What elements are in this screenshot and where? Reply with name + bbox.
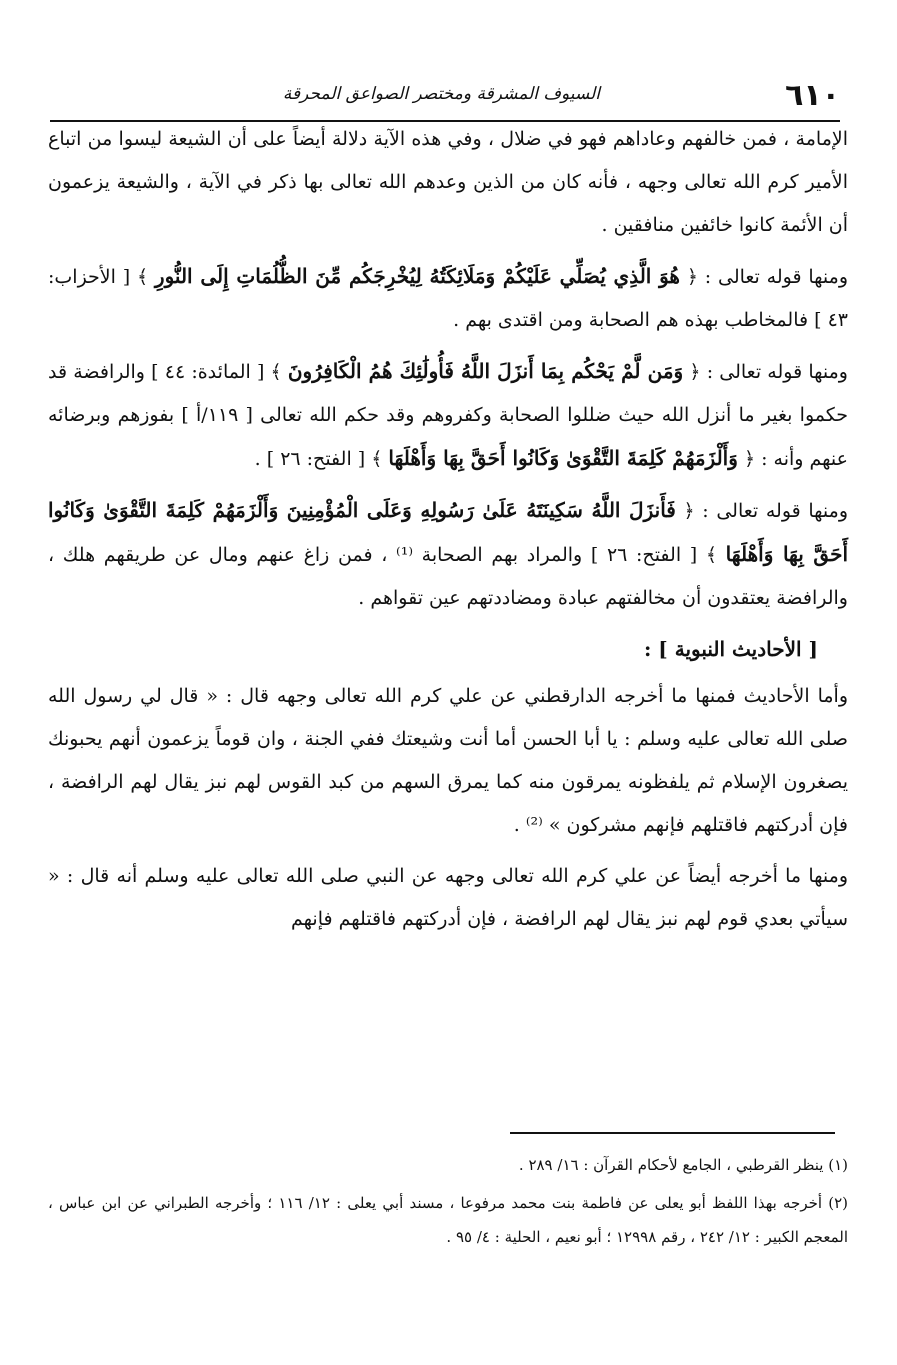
quran-verse-fath-1: وَأَلْزَمَهُمْ كَلِمَةَ التَّقْوَىٰ وَكَانُوا أَحَقَّ بِهَا وَأَهْلَهَا [388,446,738,470]
paragraph-4 [48,489,848,620]
paragraph-1: الإمامة ، فمن خالفهم وعاداهم فهو في ضلال ، وفي هذه الآية دلالة أيضاً على أن الشيعة ليسوا من اتباع الأمير كرم الله تعالى وجهه ، فأنه كان من الذين وعدهم الله تعالى بها ذكر في الآية ، والشيعة يزعمون أن الأئمة كانوا خائفين منافقين . [48,128,848,236]
page-number: ٦١٠ [785,78,840,113]
footnotes [48,1148,848,1258]
paragraph-2-intro: ومنها قوله تعالى : ﴿ [686,266,848,288]
quran-verse-ahzab: هُوَ الَّذِي يُصَلِّي عَلَيْكُمْ وَمَلَائِكَتُهُ لِيُخْرِجَكُم مِّنَ الظُّلُمَاتِ إِلَى النُّورِ [154,264,680,288]
paragraph-2-rest: ﴾ [ الأحزاب: ٤٣ ] فالمخاطب بهذه هم الصحابة ومن اقتدى بهم . [48,266,848,331]
footnote-rule [510,1132,835,1134]
paragraph-3-rest: ﴾ [ الفتح: ٢٦ ] . [254,448,383,470]
footnote-2: (٢) أخرجه بهذا اللفظ أبو يعلى عن فاطمة بنت محمد مرفوعا ، مسند أبي يعلى : ١٢/ ١١٦ ؛ وأخرجه الطبراني عن ابن عباس ، المعجم الكبير : ١٢/ ٢٤٢ ، رقم ١٢٩٩٨ ؛ أبو نعيم ، الحلية : ٤/ ٩٥ . [48,1194,848,1246]
paragraph-3-intro: ومنها قوله تعالى : ﴿ [689,361,848,383]
paragraph-4-intro: ومنها قوله تعالى : ﴿ [683,500,849,522]
footnote-1: (١) ينظر القرطبي ، الجامع لأحكام القرآن : ١٦/ ٢٨٩ . [518,1156,848,1174]
quran-verse-fath-2: فَأَنزَلَ اللَّهُ سَكِينَتَهُ عَلَىٰ رَسُولِهِ وَعَلَى الْمُؤْمِنِينَ وَأَلْزَمَهُمْ كَلِمَةَ التَّقْوَىٰ وَكَانُوا أَحَقَّ بِهَا وَأَهْلَهَا [48,498,849,566]
paragraph-5: وأما الأحاديث فمنها ما أخرجه الدارقطني عن علي كرم الله تعالى وجهه قال : « قال لي رسول الله صلى الله تعالى عليه وسلم : يا أبا الحسن أما أنت وشيعتك ففي الجنة ، وان قوماً يزعمون أنهم يحبونك يصغرون الإسلام ثم يلفظونه يمرقون منه كما يمرق السهم من كبد القوس لهم نبز يقال لهم الرافضة ، فإن أدركتهم فاقتلهم فإنهم مشركون » ⁽²⁾ . [48,685,848,836]
paragraph-2 [48,255,848,342]
paragraph-3-mid: ﴾ [ المائدة: ٤٤ ] والرافضة قد حكموا بغير ما أنزل الله حيث ضللوا الصحابة وكفروهم وقد حكم الله تعالى [ ١١٩/أ ] بفوزهم وبرضائه عنهم وأنه : ﴿ [48,361,848,470]
running-title: السيوف المشرقة ومختصر الصواعق المحرقة [282,84,600,104]
paragraph-4-rest: ﴾ [ الفتح: ٢٦ ] والمراد بهم الصحابة ⁽¹⁾ ، فمن زاغ عنهم ومال عن طريقهم هلك ، والرافضة يعتقدون أن مخالفتهم عبادة ومضاددتهم عين تقواهم . [48,544,848,609]
paragraph-3 [48,350,848,481]
page-header [50,78,840,122]
quran-verse-maidah: وَمَن لَّمْ يَحْكُم بِمَا أَنزَلَ اللَّهُ فَأُولَٰئِكَ هُمُ الْكَافِرُونَ [287,359,684,383]
section-heading: [ الأحاديث النبوية ] : [643,637,818,661]
paragraph-6: ومنها ما أخرجه أيضاً عن علي كرم الله تعالى وجهه عن النبي صلى الله تعالى عليه وسلم أنه قال : « سيأتي بعدي قوم لهم نبز يقال لهم الرافضة ، فإن أدركتهم فاقتلهم فإنهم [48,865,848,930]
main-text [48,118,848,949]
